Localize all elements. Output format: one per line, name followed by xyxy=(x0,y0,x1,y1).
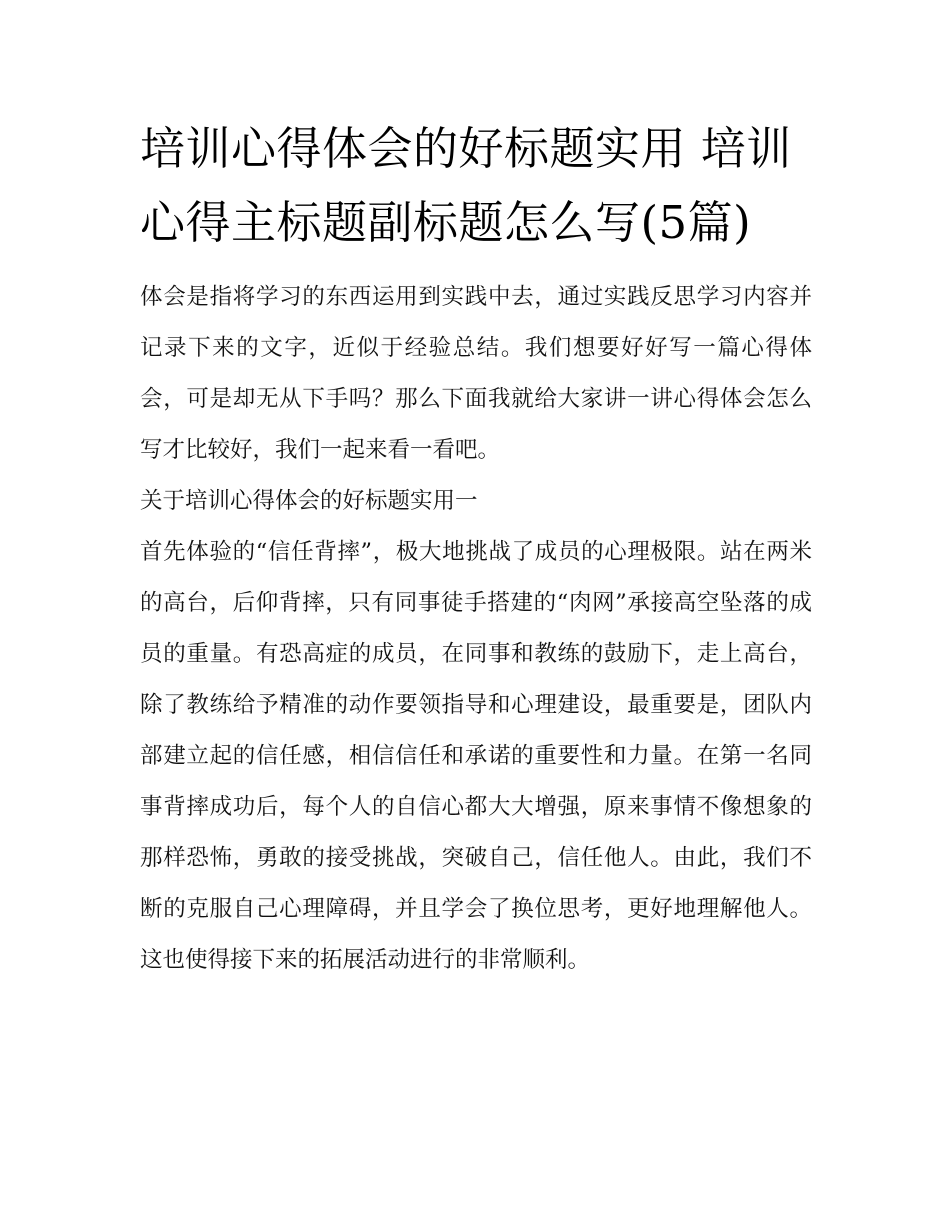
document-body xyxy=(140,272,812,986)
section-heading: 关于培训心得体会的好标题实用一 xyxy=(140,488,478,514)
document-page xyxy=(140,112,812,986)
body-paragraph: 首先体验的“信任背摔”，极大地挑战了成员的心理极限。站在两米的高台，后仰背摔，只有同事徒手搭建的“肉网”承接高空坠落的成员的重量。有恐高症的成员，在同事和教练的鼓励下，走上高台，除了教练给予精准的动作要领指导和心理建设，最重要是，团队内部建立起的信任感，相信信任和承诺的重要性和力量。在第一名同事背摔成功后，每个人的自信心都大大增强，原来事情不像想象的那样恐怖，勇敢的接受挑战，突破自己，信任他人。由此，我们不断的克服自己心理障碍，并且学会了换位思考，更好地理解他人。这也使得接下来的拓展活动进行的非常顺利。 xyxy=(140,539,812,973)
document-title: 培训心得体会的好标题实用 培训心得主标题副标题怎么写(5篇) xyxy=(140,122,792,249)
intro-paragraph: 体会是指将学习的东西运用到实践中去，通过实践反思学习内容并记录下来的文字，近似于经验总结。我们想要好好写一篇心得体会，可是却无从下手吗？那么下面我就给大家讲一讲心得体会怎么写才比较好，我们一起来看一看吧。 xyxy=(140,284,812,463)
